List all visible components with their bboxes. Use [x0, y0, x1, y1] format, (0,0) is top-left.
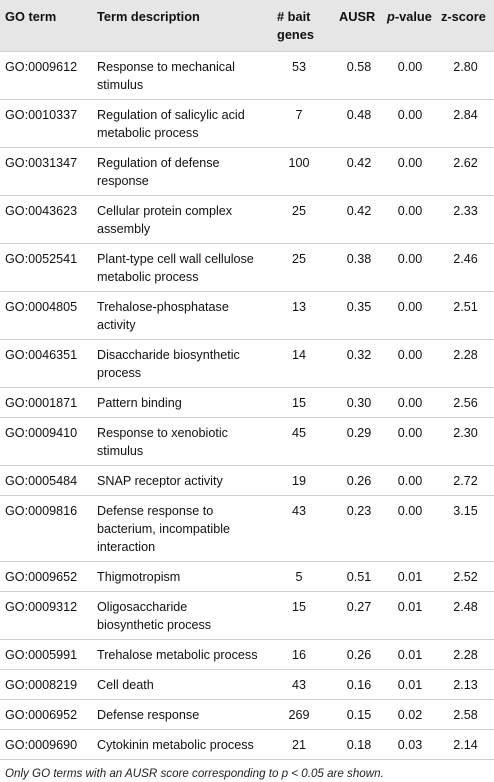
table-row [0, 640, 494, 670]
cell-z-score: 2.33 [453, 204, 478, 218]
cell-go-term: GO:0010337 [5, 108, 78, 122]
cell-ausr: 0.15 [346, 708, 372, 722]
term-description-line: Oligosaccharide [97, 600, 188, 614]
cell-ausr: 0.18 [346, 738, 372, 752]
term-description-line: Defense response to [97, 504, 214, 518]
cell-term-description [93, 670, 273, 700]
cell-z-score: 2.13 [453, 678, 478, 692]
table-row [0, 340, 494, 388]
cell-p-value: 0.00 [397, 348, 423, 362]
cell-term-description [93, 496, 273, 562]
table-row [0, 388, 494, 418]
cell-p-value: 0.00 [397, 156, 423, 170]
cell-z-score: 2.14 [453, 738, 478, 752]
term-description-line: Plant-type cell wall cellulose [97, 252, 254, 266]
term-description-line: Trehalose metabolic process [97, 648, 258, 662]
cell-p-value: 0.00 [397, 108, 423, 122]
header-p-value-rest: -value [394, 9, 432, 24]
cell-term-description [93, 292, 273, 340]
cell-go-term: GO:0004805 [5, 300, 78, 314]
header-z-score: z-score [441, 9, 486, 24]
header-row [0, 0, 494, 52]
cell-go-term: GO:0006952 [5, 708, 78, 722]
cell-z-score: 2.62 [453, 156, 478, 170]
table-row [0, 592, 494, 640]
term-description-line: Defense response [97, 708, 200, 722]
cell-z-score: 2.72 [453, 474, 478, 488]
term-description-line: metabolic process [97, 126, 199, 140]
cell-p-value: 0.00 [397, 252, 423, 266]
header-bait-genes [273, 0, 335, 52]
cell-ausr: 0.27 [346, 600, 372, 614]
cell-bait-genes: 19 [291, 474, 306, 488]
cell-p-value: 0.00 [397, 204, 423, 218]
term-description-line: interaction [97, 540, 156, 554]
table-row [0, 562, 494, 592]
term-description-line: activity [97, 318, 136, 332]
table-row [0, 700, 494, 730]
cell-ausr: 0.23 [346, 504, 372, 518]
cell-ausr: 0.48 [346, 108, 372, 122]
cell-term-description [93, 640, 273, 670]
cell-go-term: GO:0009816 [5, 504, 78, 518]
cell-go-term: GO:0009652 [5, 570, 78, 584]
term-description-line: Trehalose-phosphatase [97, 300, 229, 314]
term-description-line: assembly [97, 222, 151, 236]
cell-term-description [93, 700, 273, 730]
cell-z-score: 2.84 [453, 108, 478, 122]
header-p-value-p: p [387, 9, 395, 24]
cell-ausr: 0.30 [346, 396, 372, 410]
cell-go-term: GO:0009690 [5, 738, 78, 752]
cell-term-description [93, 52, 273, 100]
cell-term-description [93, 340, 273, 388]
cell-ausr: 0.35 [346, 300, 372, 314]
cell-go-term: GO:0046351 [5, 348, 78, 362]
cell-bait-genes: 5 [295, 570, 303, 584]
cell-term-description [93, 100, 273, 148]
cell-z-score: 2.46 [453, 252, 478, 266]
cell-z-score: 2.51 [453, 300, 478, 314]
cell-go-term: GO:0031347 [5, 156, 78, 170]
cell-term-description [93, 592, 273, 640]
cell-bait-genes: 269 [288, 708, 310, 722]
cell-go-term: GO:0001871 [5, 396, 78, 410]
cell-p-value: 0.00 [397, 300, 423, 314]
cell-z-score: 2.28 [453, 648, 478, 662]
cell-term-description [93, 196, 273, 244]
term-description-line: SNAP receptor activity [97, 474, 223, 488]
cell-bait-genes: 7 [295, 108, 303, 122]
cell-ausr: 0.26 [346, 648, 372, 662]
table-row [0, 730, 494, 760]
cell-p-value: 0.01 [397, 678, 423, 692]
cell-bait-genes: 13 [291, 300, 306, 314]
table-row [0, 148, 494, 196]
cell-go-term: GO:0009410 [5, 426, 78, 440]
cell-bait-genes: 16 [291, 648, 306, 662]
cell-z-score: 2.30 [453, 426, 478, 440]
cell-ausr: 0.32 [346, 348, 372, 362]
table-footnote: Only GO terms with an AUSR score corresponding to p < 0.05 are shown. [5, 767, 384, 780]
table-body [0, 52, 494, 760]
cell-term-description [93, 148, 273, 196]
cell-bait-genes: 43 [291, 678, 306, 692]
table-row [0, 670, 494, 700]
term-description-line: stimulus [97, 444, 144, 458]
cell-ausr: 0.38 [346, 252, 372, 266]
cell-z-score: 2.58 [453, 708, 478, 722]
table-row [0, 418, 494, 466]
term-description-line: Cell death [97, 678, 154, 692]
table-row [0, 100, 494, 148]
cell-bait-genes: 45 [291, 426, 306, 440]
cell-bait-genes: 21 [291, 738, 306, 752]
term-description-line: Pattern binding [97, 396, 182, 410]
cell-z-score: 2.56 [453, 396, 478, 410]
table-row [0, 466, 494, 496]
term-description-line: stimulus [97, 78, 144, 92]
cell-bait-genes: 100 [288, 156, 310, 170]
table-row [0, 496, 494, 562]
cell-ausr: 0.29 [346, 426, 372, 440]
table-header [0, 0, 494, 52]
term-description-line: biosynthetic process [97, 618, 212, 632]
cell-term-description [93, 388, 273, 418]
cell-z-score: 2.80 [453, 60, 478, 74]
cell-term-description [93, 418, 273, 466]
cell-bait-genes: 53 [291, 60, 306, 74]
header-bait-genes-line2: genes [277, 27, 314, 42]
cell-ausr: 0.16 [346, 678, 372, 692]
header-ausr: AUSR [339, 9, 376, 24]
cell-bait-genes: 15 [291, 600, 306, 614]
cell-bait-genes: 14 [291, 348, 306, 362]
term-description-line: Thigmotropism [97, 570, 181, 584]
term-description-line: Cellular protein complex [97, 204, 233, 218]
cell-p-value: 0.00 [397, 60, 423, 74]
cell-p-value: 0.01 [397, 600, 423, 614]
cell-ausr: 0.26 [346, 474, 372, 488]
header-p-value [383, 0, 437, 52]
cell-p-value: 0.00 [397, 396, 423, 410]
cell-term-description [93, 562, 273, 592]
term-description-line: Response to mechanical [97, 60, 235, 74]
cell-go-term: GO:0005991 [5, 648, 78, 662]
term-description-line: metabolic process [97, 270, 199, 284]
cell-term-description [93, 244, 273, 292]
term-description-line: Response to xenobiotic [97, 426, 228, 440]
cell-bait-genes: 25 [291, 252, 306, 266]
cell-p-value: 0.01 [397, 570, 423, 584]
cell-p-value: 0.01 [397, 648, 423, 662]
header-go-term: GO term [5, 9, 57, 24]
cell-z-score: 2.52 [453, 570, 478, 584]
cell-go-term: GO:0009612 [5, 60, 78, 74]
cell-go-term: GO:0043623 [5, 204, 78, 218]
term-description-line: Disaccharide biosynthetic [97, 348, 240, 362]
table-row [0, 196, 494, 244]
cell-go-term: GO:0052541 [5, 252, 78, 266]
cell-bait-genes: 25 [291, 204, 306, 218]
header-bait-genes-line1: # bait [277, 9, 311, 24]
cell-p-value: 0.03 [397, 738, 423, 752]
cell-term-description [93, 730, 273, 760]
cell-bait-genes: 15 [291, 396, 306, 410]
term-description-line: Regulation of defense [97, 156, 220, 170]
cell-p-value: 0.00 [397, 426, 423, 440]
table-row [0, 244, 494, 292]
cell-term-description [93, 466, 273, 496]
term-description-line: response [97, 174, 149, 188]
table-row [0, 292, 494, 340]
cell-ausr: 0.42 [346, 156, 372, 170]
cell-ausr: 0.42 [346, 204, 372, 218]
cell-go-term: GO:0005484 [5, 474, 78, 488]
cell-ausr: 0.51 [346, 570, 372, 584]
cell-go-term: GO:0009312 [5, 600, 78, 614]
cell-z-score: 2.48 [453, 600, 478, 614]
cell-z-score: 2.28 [453, 348, 478, 362]
cell-p-value: 0.02 [397, 708, 423, 722]
cell-p-value: 0.00 [397, 474, 423, 488]
cell-bait-genes: 43 [291, 504, 306, 518]
term-description-line: Regulation of salicylic acid [97, 108, 245, 122]
table-row [0, 52, 494, 100]
term-description-line: bacterium, incompatible [97, 522, 230, 536]
cell-p-value: 0.00 [397, 504, 423, 518]
cell-z-score: 3.15 [453, 504, 478, 518]
term-description-line: Cytokinin metabolic process [97, 738, 254, 752]
header-term-description: Term description [97, 9, 200, 24]
cell-ausr: 0.58 [346, 60, 372, 74]
cell-go-term: GO:0008219 [5, 678, 78, 692]
term-description-line: process [97, 366, 142, 380]
